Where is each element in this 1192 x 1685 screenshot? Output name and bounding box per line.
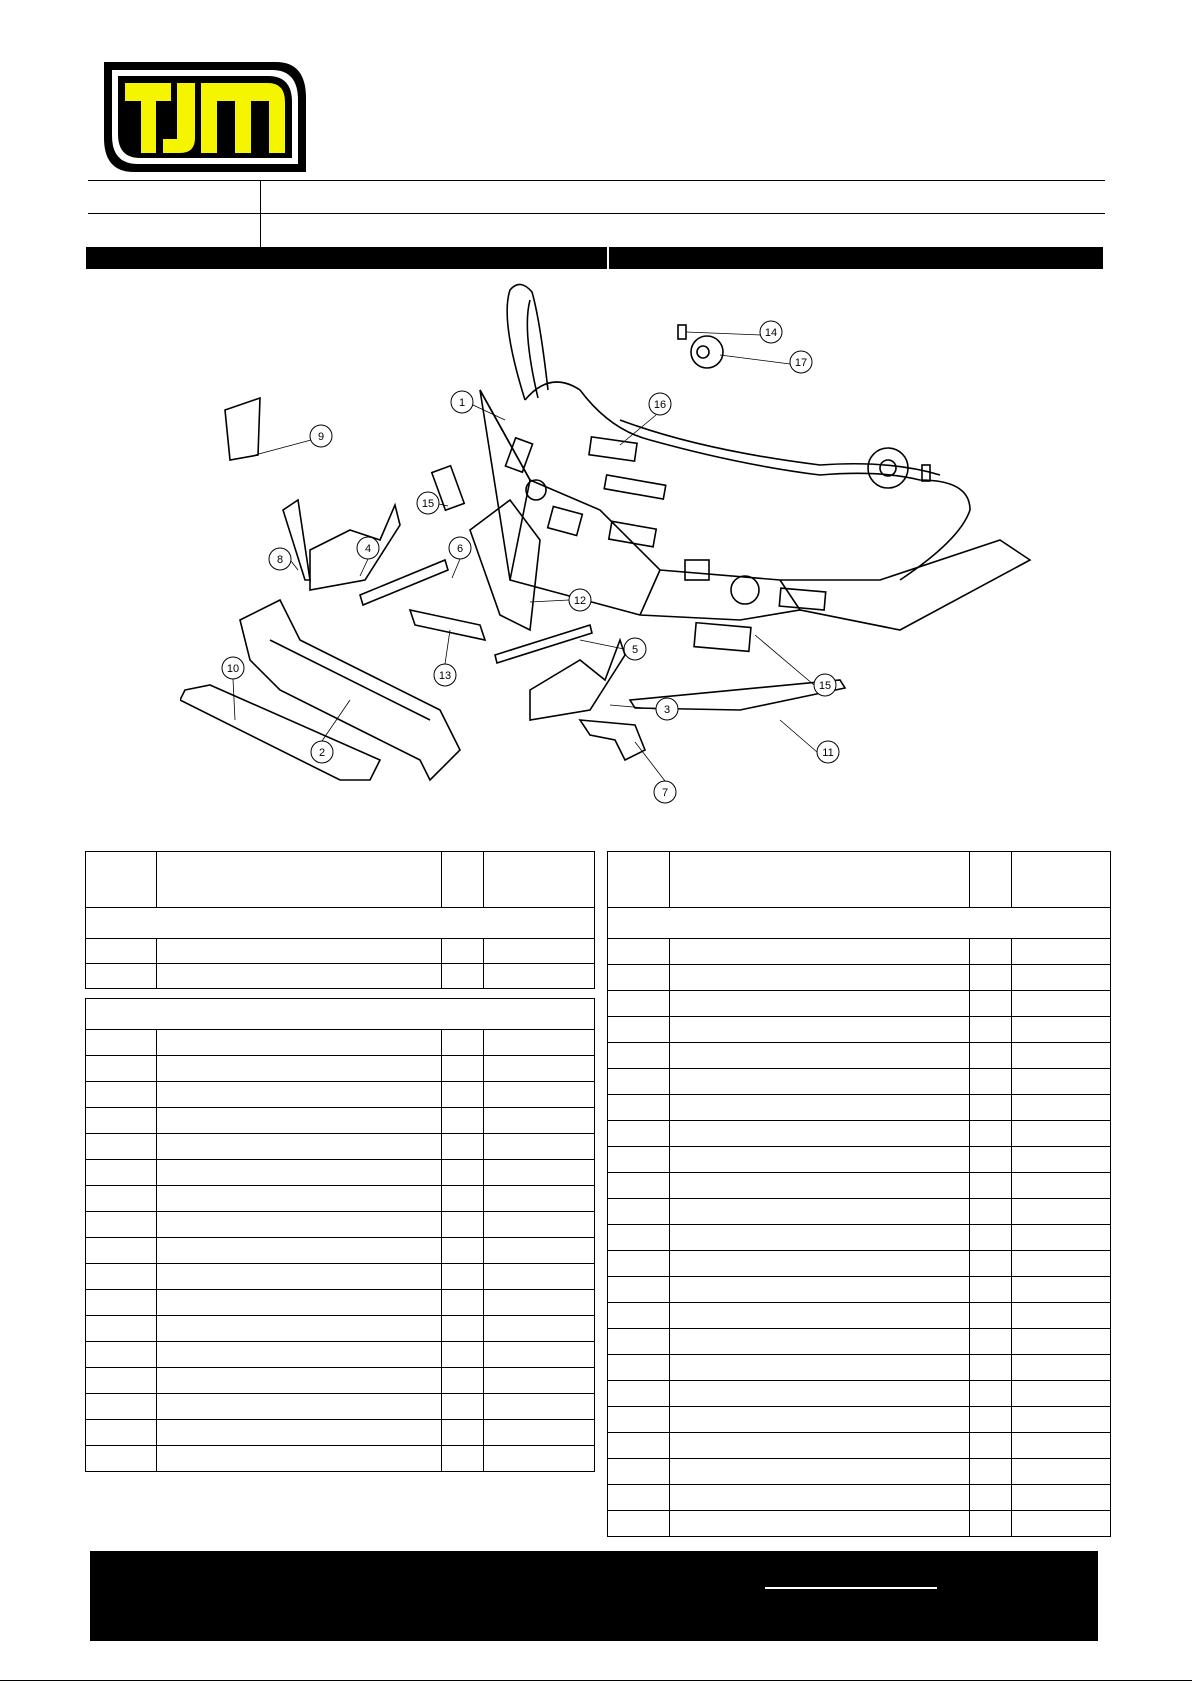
parts-table-right	[607, 851, 1111, 1537]
header-divider	[260, 180, 261, 247]
callout-17	[790, 351, 812, 373]
svg-text:17: 17	[794, 357, 808, 369]
parts-table-left-section-b	[85, 998, 595, 1472]
table-row	[608, 1199, 1111, 1225]
table-header-row	[86, 852, 595, 908]
table-row	[608, 1251, 1111, 1277]
footer-link-underline	[765, 1587, 937, 1589]
table-row	[608, 1043, 1111, 1069]
svg-text:13: 13	[438, 670, 452, 682]
callout-7	[654, 781, 676, 803]
table-row	[608, 1017, 1111, 1043]
table-row	[608, 1355, 1111, 1381]
title-bar-left	[86, 247, 607, 269]
svg-text:12: 12	[573, 595, 587, 607]
table-row	[608, 965, 1111, 991]
table-row	[86, 1342, 595, 1368]
table-row	[608, 1459, 1111, 1485]
table-row	[86, 1264, 595, 1290]
table-row	[608, 1069, 1111, 1095]
table-row	[86, 1420, 595, 1446]
svg-text:9: 9	[317, 431, 325, 443]
table-row	[608, 939, 1111, 965]
svg-text:1: 1	[458, 397, 466, 409]
svg-text:5: 5	[631, 644, 639, 656]
title-bar-right	[609, 247, 1103, 269]
table-row	[86, 1238, 595, 1264]
callout-10	[222, 657, 244, 679]
table-row	[86, 1368, 595, 1394]
table-row	[608, 1303, 1111, 1329]
table-row	[608, 1407, 1111, 1433]
svg-text:11: 11	[822, 747, 834, 759]
svg-text:3: 3	[663, 704, 671, 716]
callout-13	[434, 664, 456, 686]
callout-6	[449, 537, 471, 559]
table-row	[608, 1147, 1111, 1173]
table-row	[608, 1381, 1111, 1407]
callout-8	[269, 548, 291, 570]
svg-text:16: 16	[653, 399, 667, 411]
svg-text:10: 10	[226, 663, 240, 675]
svg-text:15: 15	[421, 498, 435, 510]
section-b-heading	[86, 999, 595, 1030]
svg-text:6: 6	[456, 543, 464, 555]
footer-bar	[90, 1551, 1098, 1641]
table-row	[86, 1030, 595, 1056]
table-row	[86, 1186, 595, 1212]
callout-15b	[814, 674, 836, 696]
table-row	[608, 1095, 1111, 1121]
table-row	[608, 1511, 1111, 1537]
svg-text:8: 8	[276, 554, 284, 566]
table-row	[86, 1134, 595, 1160]
callout-1	[451, 391, 473, 413]
svg-text:2: 2	[318, 747, 326, 759]
table-row	[86, 1290, 595, 1316]
table-row	[86, 1082, 595, 1108]
callout-9	[310, 425, 332, 447]
table-row	[608, 1277, 1111, 1303]
table-row	[86, 1316, 595, 1342]
table-header-row	[608, 852, 1111, 908]
table-row	[608, 1433, 1111, 1459]
svg-text:15: 15	[818, 680, 832, 692]
table-row	[86, 1446, 595, 1472]
table-row	[608, 1121, 1111, 1147]
svg-text:14: 14	[764, 327, 778, 339]
callout-12	[569, 589, 591, 611]
table-row	[608, 1225, 1111, 1251]
header-rule-2	[88, 213, 1105, 214]
section-heading	[608, 908, 1111, 939]
callout-15a	[417, 492, 439, 514]
table-row	[86, 939, 595, 964]
table-row	[608, 1173, 1111, 1199]
callout-11	[817, 741, 839, 763]
table-row	[86, 964, 595, 989]
header-rule-1	[88, 180, 1105, 181]
table-row	[608, 1485, 1111, 1511]
tjm-logo	[100, 58, 310, 176]
table-row	[86, 1108, 595, 1134]
parts-table-left-header	[85, 851, 595, 989]
table-row	[86, 1160, 595, 1186]
callout-16	[649, 393, 671, 415]
callout-4	[357, 537, 379, 559]
callout-14	[760, 321, 782, 343]
table-row	[86, 1056, 595, 1082]
svg-text:4: 4	[364, 543, 372, 555]
svg-text:7: 7	[661, 787, 669, 799]
callout-5	[624, 638, 646, 660]
bottom-rule	[0, 1680, 1192, 1681]
table-row	[86, 1212, 595, 1238]
callout-3	[656, 698, 678, 720]
table-row	[608, 1329, 1111, 1355]
callout-2	[311, 741, 333, 763]
exploded-parts-diagram	[180, 280, 1060, 840]
table-row	[608, 991, 1111, 1017]
section-a-heading	[86, 908, 595, 939]
table-row	[86, 1394, 595, 1420]
